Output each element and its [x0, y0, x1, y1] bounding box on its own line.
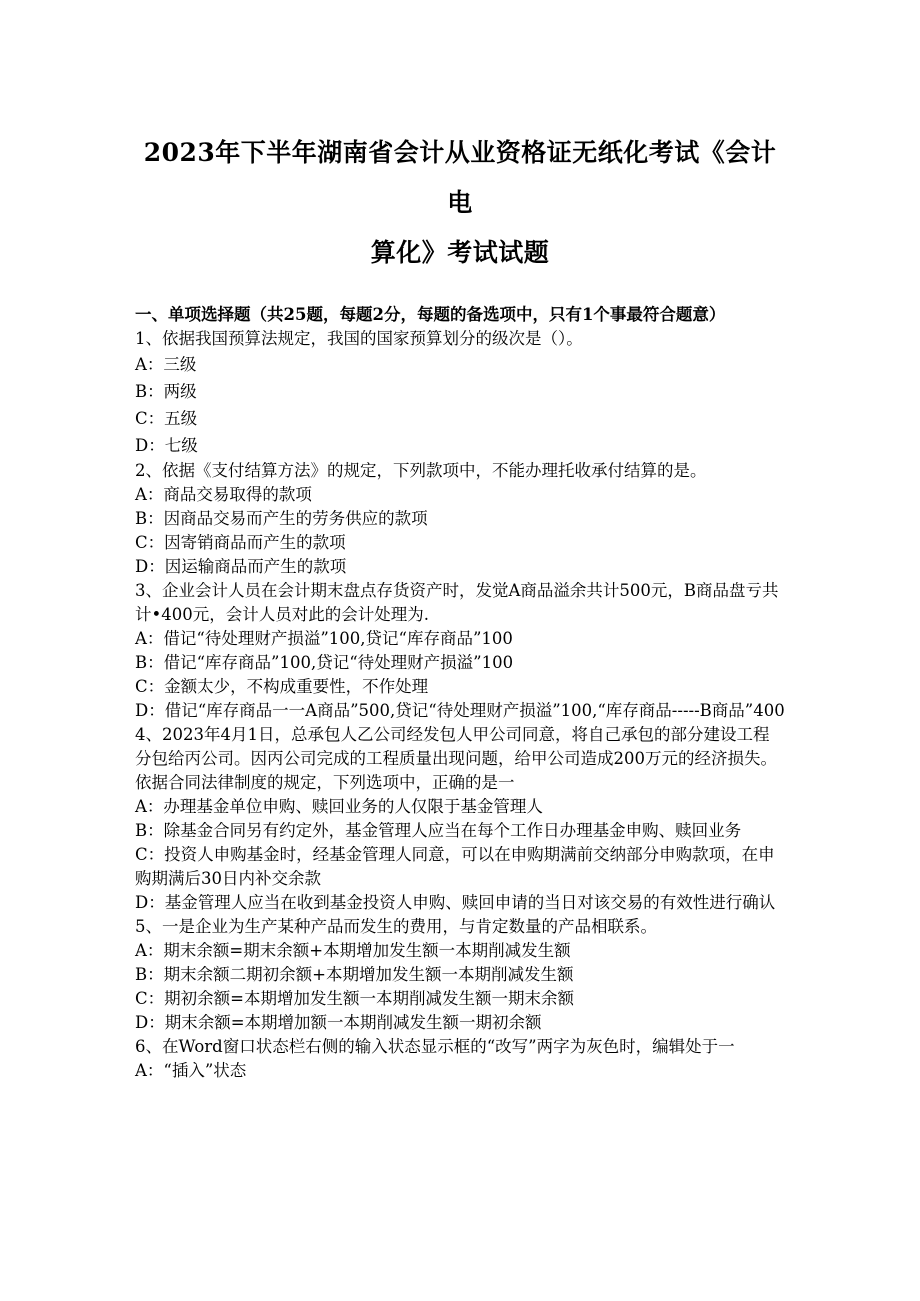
question-5 — [135, 915, 785, 1035]
option-c: C：投资人申购基金时，经基金管理人同意，可以在申购期满前交纳部分申购款项，在申购期满后30日内补交余款 — [135, 845, 775, 888]
question-stem: 4、2023年4月1日，总承包人乙公司经发包人甲公司同意，将自己承包的部分建设工程分包给丙公司。因丙公司完成的工程质量出现问题，给甲公司造成200万元的经济损失。依据合同法律制度的规定，下列选项中，正确的是一 — [135, 725, 777, 792]
option-b: B：两级 — [135, 382, 197, 401]
option-a: A：期末余额=期末余额+本期增加发生额一本期削减发生额 — [135, 941, 571, 960]
document-page — [135, 128, 785, 1083]
option-b: B：因商品交易而产生的劳务供应的款项 — [135, 509, 428, 528]
option-a: A：三级 — [135, 355, 197, 374]
question-stem: 3、企业会计人员在会计期末盘点存货资产时，发觉A商品溢余共计500元，B商品盘亏共计•400元，会计人员对此的会计处理为. — [135, 581, 779, 624]
option-a: A：借记“待处理财产损溢”100,贷记“库存商品”100 — [135, 629, 513, 648]
question-stem: 5、一是企业为生产某种产品而发生的费用，与肯定数量的产品相联系。 — [135, 917, 657, 936]
option-d: D：七级 — [135, 436, 198, 455]
option-a: A：办理基金单位申购、赎回业务的人仅限于基金管理人 — [135, 797, 543, 816]
option-d: D：因运输商品而产生的款项 — [135, 557, 347, 576]
option-c: C：五级 — [135, 409, 198, 428]
option-d: D：借记“库存商品一一A商品”500,贷记“待处理财产损溢”100,“库存商品-----B商品”400 — [135, 701, 785, 720]
question-3 — [135, 579, 785, 723]
title-line-1: 2023年下半年湖南省会计从业资格证无纸化考试《会计电 — [143, 138, 777, 217]
option-b: B：借记“库存商品”100,贷记“待处理财产损溢”100 — [135, 653, 514, 672]
title-line-2: 算化》考试试题 — [370, 238, 550, 267]
option-c: C：因寄销商品而产生的款项 — [135, 533, 346, 552]
option-b: B：除基金合同另有约定外，基金管理人应当在每个工作日办理基金申购、赎回业务 — [135, 821, 742, 840]
option-d: D：基金管理人应当在收到基金投资人申购、赎回申请的当日对该交易的有效性进行确认 — [135, 893, 776, 912]
option-a: A：“插入”状态 — [135, 1061, 247, 1080]
section-heading: 一、单项选择题（共25题，每题2分，每题的备选项中，只有1个事最符合题意） — [135, 305, 726, 324]
question-stem: 1、依据我国预算法规定，我国的国家预算划分的级次是（）。 — [135, 329, 583, 348]
option-d: D：期末余额=本期增加额一本期削减发生额一期初余额 — [135, 1013, 542, 1032]
question-stem: 6、在Word窗口状态栏右侧的输入状态显示框的“改写”两字为灰色时，编辑处于一 — [135, 1037, 735, 1056]
option-b: B：期末余额二期初余额+本期增加发生额一本期削减发生额 — [135, 965, 574, 984]
question-6 — [135, 1035, 785, 1083]
option-a: A：商品交易取得的款项 — [135, 485, 312, 504]
question-stem: 2、依据《支付结算方法》的规定，下列款项中，不能办理托收承付结算的是。 — [135, 461, 707, 480]
option-c: C：期初余额=本期增加发生额一本期削减发生额一期末余额 — [135, 989, 574, 1008]
question-1 — [135, 327, 785, 459]
document-title — [135, 128, 785, 278]
question-2 — [135, 459, 785, 579]
question-4 — [135, 723, 785, 915]
option-c: C：金额太少，不构成重要性，不作处理 — [135, 677, 429, 696]
